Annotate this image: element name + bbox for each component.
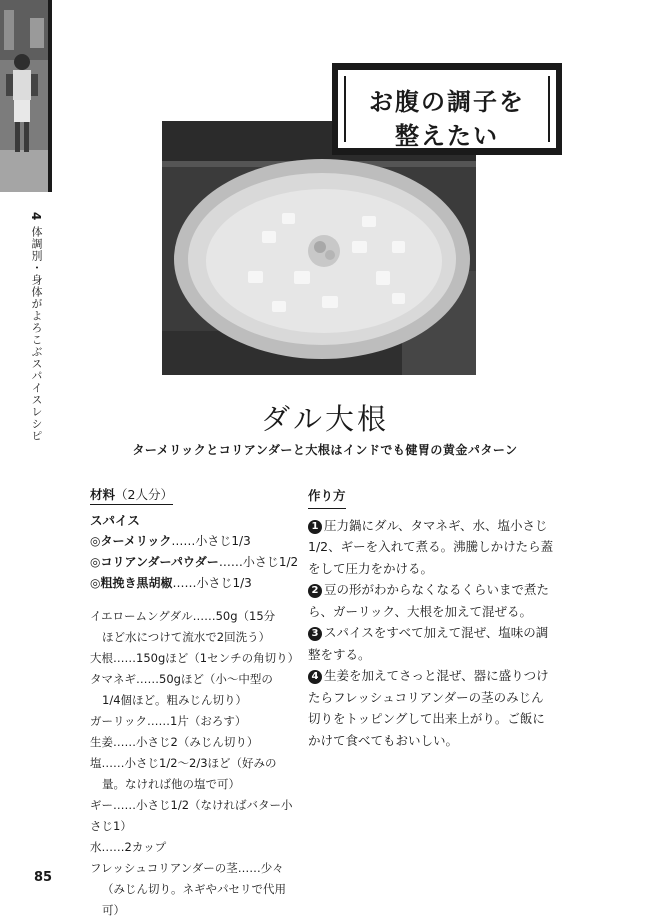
spice-mark: ◎ <box>90 576 101 590</box>
sidebar-rule <box>48 0 52 192</box>
ingredient-item <box>90 753 295 795</box>
spice-name: ターメリック <box>100 534 172 548</box>
step-text: 圧力鍋にダル、タマネギ、水、塩小さじ1/2、ギーを入れて煮る。沸騰しかけたら蓋をして圧力をかける。 <box>308 517 554 576</box>
spice-title: スパイス <box>90 513 140 528</box>
ingredient-note: 量。なければ他の塩で可） <box>102 777 240 791</box>
step-number-badge: 3 <box>308 627 322 641</box>
ingredient-item <box>90 711 295 732</box>
dal-bowl-illustration <box>162 121 476 375</box>
spice-amount: ……小さじ1/3 <box>172 576 252 590</box>
ingredient-text: イエロームングダル……50g（15分 <box>90 609 276 623</box>
child-photo-illustration <box>0 0 50 192</box>
section-title-line1: お腹の調子を <box>369 87 525 116</box>
method-heading: 作り方 <box>308 485 346 509</box>
step-list <box>308 515 554 752</box>
ingredient-item <box>90 669 295 711</box>
spice-mark: ◎ <box>90 534 101 548</box>
chapter-title: 体調別・身体がよろこぶスパイスレシピ <box>30 225 43 442</box>
ingredient-item <box>90 795 295 837</box>
ingredients-heading-label: 材料 <box>90 487 116 502</box>
step-number-badge: 2 <box>308 584 322 598</box>
spice-mark: ◎ <box>90 555 101 569</box>
ingredient-note: ほど水につけて流水で2回洗う） <box>102 630 271 644</box>
ingredients-column <box>90 485 300 921</box>
dish-photo <box>162 121 476 375</box>
recipe-title: ダル大根 <box>260 402 389 436</box>
ingredient-item <box>90 732 295 753</box>
step-text: スパイスをすべて加えて混ぜ、塩味の調整をする。 <box>308 625 549 662</box>
method-step <box>308 622 554 665</box>
ingredients-servings: （2人分） <box>115 487 173 502</box>
ingredient-item <box>90 858 295 921</box>
spice-item <box>90 552 299 573</box>
section-title-frame <box>344 76 550 150</box>
step-text: 豆の形がわからなくなるくらいまで煮たら、ガーリック、大根を加えて混ぜる。 <box>308 582 550 619</box>
ingredient-text: 生姜……小さじ2（みじん切り） <box>90 735 259 749</box>
ingredient-list <box>90 606 300 921</box>
chapter-number: 4 <box>29 212 43 222</box>
step-number-badge: 1 <box>308 520 322 534</box>
ingredient-item <box>90 837 295 858</box>
ingredient-text: タマネギ……50gほど（小〜中型の <box>90 672 273 686</box>
ingredient-note: （みじん切り。ネギやパセリで代用可） <box>102 882 286 917</box>
section-title-box <box>332 63 562 155</box>
page-number: 85 <box>34 870 53 885</box>
sidebar-photo <box>0 0 50 192</box>
step-text: 生姜を加えてさっと混ぜ、器に盛りつけたらフレッシュコリアンダーの茎のみじん切りをトッピングして出来上がり。ご飯にかけて食べてもおいしい。 <box>308 668 549 748</box>
spice-list <box>90 531 299 594</box>
spice-name: コリアンダーパウダー <box>100 555 219 569</box>
section-title-line2: 整えたい <box>395 121 499 150</box>
ingredient-text: 水……2カップ <box>90 840 167 854</box>
ingredient-item <box>90 648 300 669</box>
ingredient-text: 大根……150gほど（1センチの角切り） <box>90 651 300 665</box>
spice-item <box>90 531 295 552</box>
method-step <box>308 665 554 751</box>
spice-item <box>90 573 295 594</box>
method-column <box>308 485 554 751</box>
method-step <box>308 515 554 580</box>
method-step <box>308 579 554 622</box>
ingredient-text: 塩……小さじ1/2〜2/3ほど（好みの <box>90 756 277 770</box>
recipe-subtitle: ターメリックとコリアンダーと大根はインドでも健胃の黄金パターン <box>132 443 518 457</box>
step-number-badge: 4 <box>308 670 322 684</box>
ingredients-heading <box>90 485 173 505</box>
ingredient-text: ガーリック……1片（おろす） <box>90 714 247 728</box>
ingredient-item <box>90 606 295 648</box>
ingredient-text: フレッシュコリアンダーの茎……少々 <box>90 861 284 875</box>
ingredient-text: ギー……小さじ1/2（なければバター小さじ1） <box>90 798 293 833</box>
ingredient-note: 1/4個ほど。粗みじん切り） <box>102 693 248 707</box>
spice-name: 粗挽き黒胡椒 <box>100 576 173 590</box>
spice-amount: ……小さじ1/3 <box>171 534 251 548</box>
spice-amount: ……小さじ1/2 <box>218 555 299 569</box>
